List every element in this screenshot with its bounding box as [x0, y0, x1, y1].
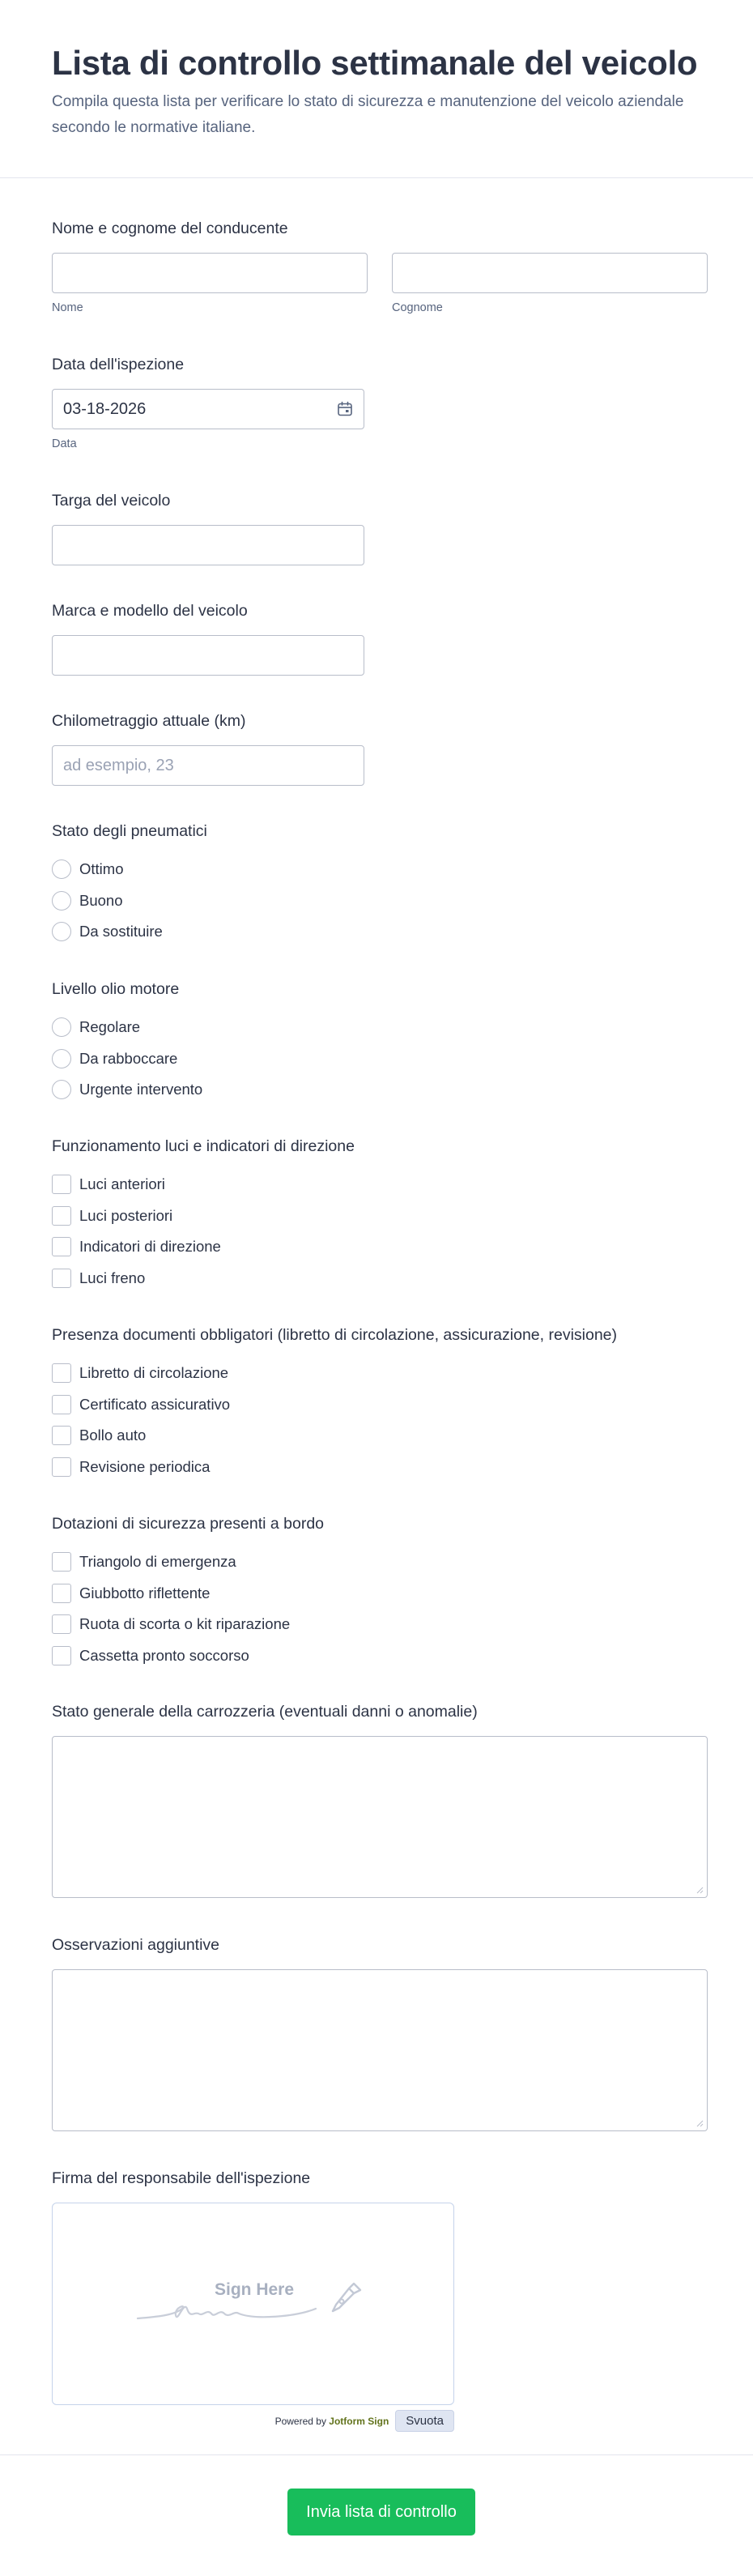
option-label: Da sostituire: [79, 923, 163, 940]
oil-field: [52, 978, 708, 1106]
option-label: Triangolo di emergenza: [79, 1553, 236, 1571]
option-label: Regolare: [79, 1018, 141, 1036]
bodywork-label: Stato generale della carrozzeria (eventuali danni o anomalie): [52, 1703, 478, 1721]
powered-by-text: [275, 2416, 389, 2427]
checkbox[interactable]: [52, 1614, 71, 1634]
safety-option[interactable]: [52, 1546, 708, 1578]
option-label: Da rabboccare: [79, 1049, 178, 1067]
last-name-input[interactable]: [392, 253, 708, 293]
plate-input[interactable]: [52, 525, 364, 565]
form-header: [0, 0, 753, 178]
oil-option[interactable]: [52, 1043, 708, 1075]
inspection-date-label: Data dell'ispezione: [52, 356, 185, 373]
mileage-field: [52, 710, 708, 786]
tires-option[interactable]: [52, 916, 708, 948]
lights-option[interactable]: [52, 1169, 708, 1201]
checkbox[interactable]: [52, 1552, 71, 1572]
plate-label: Targa del veicolo: [52, 492, 171, 510]
notes-textarea[interactable]: [52, 1969, 708, 2131]
inspection-date-sublabel: Data: [52, 437, 77, 450]
resize-handle-icon[interactable]: [696, 2119, 704, 2127]
option-label: Luci posteriori: [79, 1206, 173, 1224]
option-label: Revisione periodica: [79, 1457, 211, 1475]
lights-label: Funzionamento luci e indicatori di direzione: [52, 1137, 355, 1155]
safety-field: [52, 1512, 708, 1671]
inspection-date-input[interactable]: [52, 389, 364, 429]
option-label: Ottimo: [79, 860, 124, 878]
documents-option[interactable]: [52, 1452, 708, 1483]
option-label: Luci freno: [79, 1269, 146, 1286]
pen-nib-icon: [328, 2280, 365, 2313]
checkbox[interactable]: [52, 1457, 71, 1477]
radio-button[interactable]: [52, 1049, 71, 1068]
documents-option[interactable]: [52, 1389, 708, 1421]
checkbox[interactable]: [52, 1269, 71, 1288]
signature-pad[interactable]: [52, 2203, 454, 2405]
documents-field: [52, 1324, 708, 1482]
lights-option[interactable]: [52, 1231, 708, 1263]
tires-label: Stato degli pneumatici: [52, 822, 207, 840]
powered-by-prefix: Powered by: [274, 2415, 326, 2427]
footer-divider: [0, 2454, 753, 2455]
option-label: Urgente intervento: [79, 1081, 203, 1098]
documents-option[interactable]: [52, 1420, 708, 1452]
plate-field: [52, 489, 708, 565]
lights-option[interactable]: [52, 1263, 708, 1294]
driver-name-label: Nome e cognome del conducente: [52, 220, 288, 237]
checkbox[interactable]: [52, 1395, 71, 1414]
make-model-label: Marca e modello del veicolo: [52, 602, 248, 620]
checkbox[interactable]: [52, 1175, 71, 1194]
radio-button[interactable]: [52, 1080, 71, 1099]
first-name-input[interactable]: [52, 253, 368, 293]
oil-option[interactable]: [52, 1012, 708, 1043]
option-label: Cassetta pronto soccorso: [79, 1646, 249, 1664]
powered-by-brand: Jotform Sign: [329, 2415, 389, 2427]
safety-option[interactable]: [52, 1609, 708, 1640]
inspection-date-field: [52, 353, 708, 450]
checkbox[interactable]: [52, 1426, 71, 1445]
safety-option[interactable]: [52, 1578, 708, 1610]
safety-option[interactable]: [52, 1640, 708, 1672]
form-subtitle: Compila questa lista per verificare lo stato di sicurezza e manutenzione del veicolo aziendale secondo le normative italiane.: [52, 93, 684, 136]
checkbox[interactable]: [52, 1363, 71, 1383]
option-label: Ruota di scorta o kit riparazione: [79, 1615, 291, 1633]
notes-field: [52, 1934, 708, 2131]
tires-option[interactable]: [52, 854, 708, 885]
first-name-sublabel: Nome: [52, 301, 83, 314]
option-label: Bollo auto: [79, 1427, 147, 1444]
option-label: Indicatori di direzione: [79, 1238, 221, 1256]
driver-name-field: [52, 217, 708, 314]
oil-label: Livello olio motore: [52, 980, 180, 998]
notes-label: Osservazioni aggiuntive: [52, 1936, 220, 1954]
option-label: Libretto di circolazione: [79, 1364, 229, 1382]
bodywork-field: [52, 1700, 708, 1898]
signature-label: Firma del responsabile dell'ispezione: [52, 2169, 311, 2187]
calendar-icon[interactable]: [337, 401, 353, 417]
clear-signature-button[interactable]: Svuota: [395, 2410, 454, 2432]
tires-option[interactable]: [52, 885, 708, 917]
oil-option[interactable]: [52, 1074, 708, 1106]
tires-field: [52, 820, 708, 948]
resize-handle-icon[interactable]: [696, 1886, 704, 1894]
make-model-field: [52, 599, 708, 676]
option-label: Certificato assicurativo: [79, 1395, 231, 1413]
checkbox[interactable]: [52, 1584, 71, 1603]
form-title: Lista di controllo settimanale del veicolo: [52, 44, 698, 82]
submit-button[interactable]: Invia lista di controllo: [287, 2489, 475, 2535]
sign-here-placeholder: Sign Here: [215, 2280, 295, 2299]
radio-button[interactable]: [52, 922, 71, 941]
bodywork-textarea[interactable]: [52, 1736, 708, 1898]
radio-button[interactable]: [52, 1017, 71, 1037]
documents-option[interactable]: [52, 1358, 708, 1389]
last-name-sublabel: Cognome: [392, 301, 443, 314]
safety-label: Dotazioni di sicurezza presenti a bordo: [52, 1515, 325, 1533]
lights-option[interactable]: [52, 1201, 708, 1232]
signature-field: [52, 2167, 708, 2432]
mileage-label: Chilometraggio attuale (km): [52, 712, 246, 730]
mileage-input[interactable]: [52, 745, 364, 786]
option-label: Giubbotto riflettente: [79, 1584, 211, 1601]
checkbox[interactable]: [52, 1206, 71, 1226]
documents-label: Presenza documenti obbligatori (libretto di circolazione, assicurazione, revisione): [52, 1326, 618, 1344]
option-label: Luci anteriori: [79, 1175, 165, 1193]
radio-button[interactable]: [52, 891, 71, 911]
make-model-input[interactable]: [52, 635, 364, 676]
lights-field: [52, 1135, 708, 1294]
checkbox[interactable]: [52, 1646, 71, 1665]
option-label: Buono: [79, 891, 123, 909]
radio-button[interactable]: [52, 859, 71, 879]
checkbox[interactable]: [52, 1237, 71, 1256]
